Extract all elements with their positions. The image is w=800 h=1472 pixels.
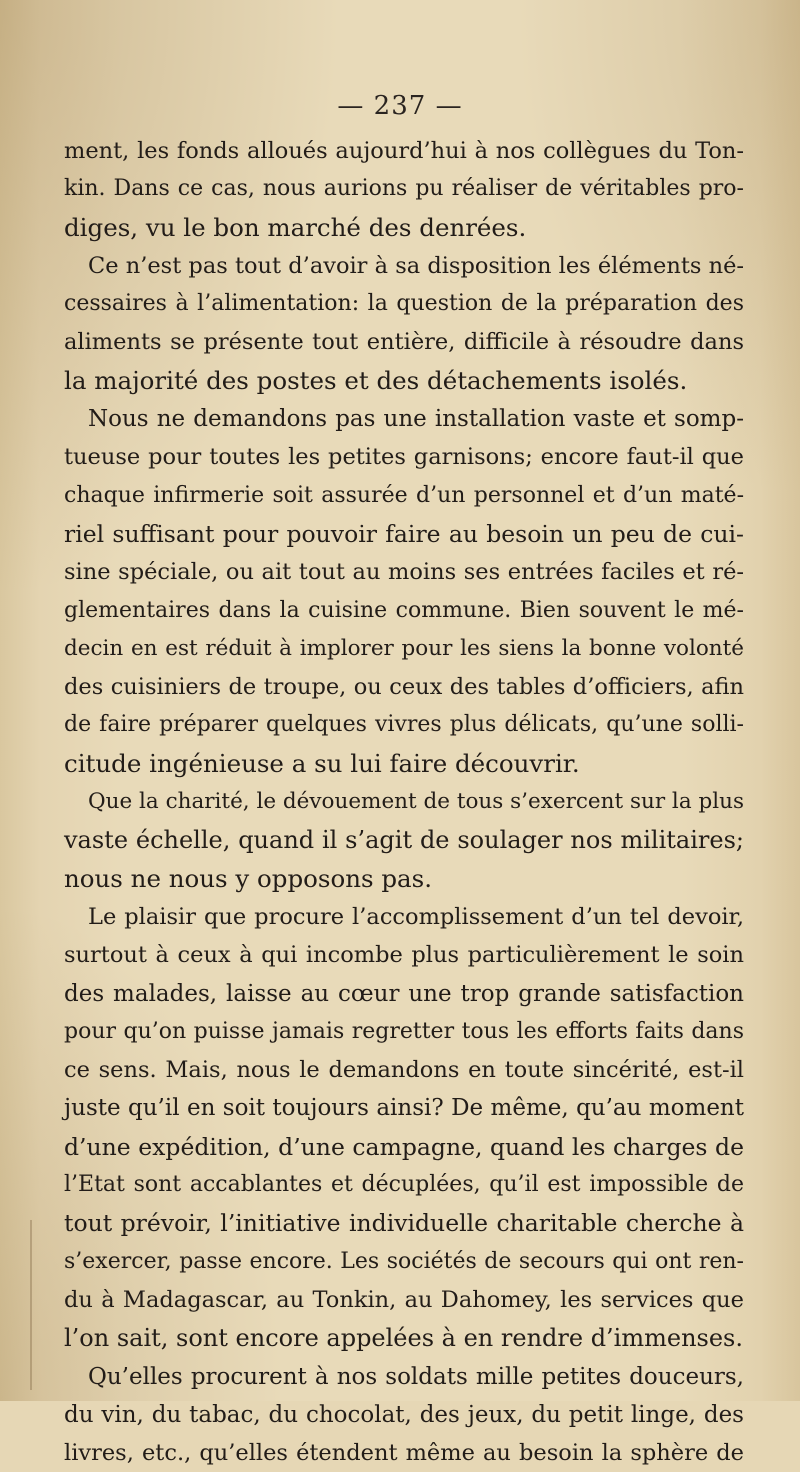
text-line: Nous ne demandons pas une installation vaste et somp- xyxy=(88,406,744,433)
text-line: diges, vu le bon marché des denrées. xyxy=(64,212,527,242)
text-line: l’on sait, sont encore appelées à en rendre d’immenses. xyxy=(64,1324,743,1353)
page-number: — 237 — xyxy=(337,91,463,121)
text-line: pour qu’on puisse jamais regretter tous les efforts faits dans xyxy=(64,1018,744,1044)
text-line: ce sens. Mais, nous le demandons en toute sincérité, est-il xyxy=(64,1057,744,1084)
text-line: sine spéciale, ou ait tout au moins ses entrées faciles et ré- xyxy=(64,559,744,586)
text-line: riel suffisant pour pouvoir faire au besoin un peu de cui- xyxy=(64,519,744,548)
text-line: glementaires dans la cuisine commune. Bien souvent le mé- xyxy=(64,597,744,623)
text-line: Que la charité, le dévouement de tous s’exercent sur la plus xyxy=(88,789,744,815)
text-line: kin. Dans ce cas, nous aurions pu réaliser de véritables pro- xyxy=(64,176,744,202)
text-line: Le plaisir que procure l’accomplissement d’un tel devoir, xyxy=(88,903,744,930)
text-line: du à Madagascar, au Tonkin, au Dahomey, les services que xyxy=(64,1286,744,1313)
text-line: de faire préparer quelques vivres plus délicats, qu’une solli- xyxy=(64,712,744,738)
text-line: chaque infirmerie soit assurée d’un personnel et d’un maté- xyxy=(64,482,744,508)
text-line: juste qu’il en soit toujours ainsi? De même, qu’au moment xyxy=(64,1095,744,1122)
text-line: du vin, du tabac, du chocolat, des jeux, du petit linge, des xyxy=(64,1401,744,1428)
text-line: livres, etc., qu’elles étendent même au besoin la sphère de xyxy=(64,1440,744,1467)
text-line: ment, les fonds alloués aujourd’hui à nos collègues du Ton- xyxy=(64,138,744,164)
text-line: l’Etat sont accablantes et décuplées, qu’il est impossible de xyxy=(64,1172,744,1198)
text-line: surtout à ceux à qui incombe plus particulièrement le soin xyxy=(64,942,744,969)
text-line: des cuisiniers de troupe, ou ceux des tables d’officiers, afin xyxy=(64,674,744,701)
text-line: la majorité des postes et des détachements isolés. xyxy=(64,365,688,395)
text-line: decin en est réduit à implorer pour les siens la bonne volonté xyxy=(64,635,744,661)
text-line: s’exercer, passe encore. Les sociétés de secours qui ont ren- xyxy=(64,1248,744,1274)
text-line: vaste échelle, quand il s’agit de soulager nos militaires; xyxy=(64,826,744,855)
text-line: nous ne nous y opposons pas. xyxy=(64,863,433,893)
text-line: tueuse pour toutes les petites garnisons; encore faut-il que xyxy=(64,444,744,471)
text-line: des malades, laisse au cœur une trop grande satisfaction xyxy=(64,980,744,1007)
body-text xyxy=(64,132,744,1472)
text-line: aliments se présente tout entière, difficile à résoudre dans xyxy=(64,329,744,356)
text-line: tout prévoir, l’initiative individuelle charitable cherche à xyxy=(64,1209,744,1238)
text-line: cessaires à l’alimentation: la question de la préparation des xyxy=(64,291,744,317)
text-line: citude ingénieuse a su lui faire découvrir. xyxy=(64,748,580,778)
text-line: Qu’elles procurent à nos soldats mille petites douceurs, xyxy=(88,1363,744,1390)
text-line: d’une expédition, d’une campagne, quand les charges de xyxy=(64,1132,744,1161)
paper-blemish xyxy=(30,1220,32,1390)
text-line: Ce n’est pas tout d’avoir à sa disposition les éléments né- xyxy=(88,252,744,279)
